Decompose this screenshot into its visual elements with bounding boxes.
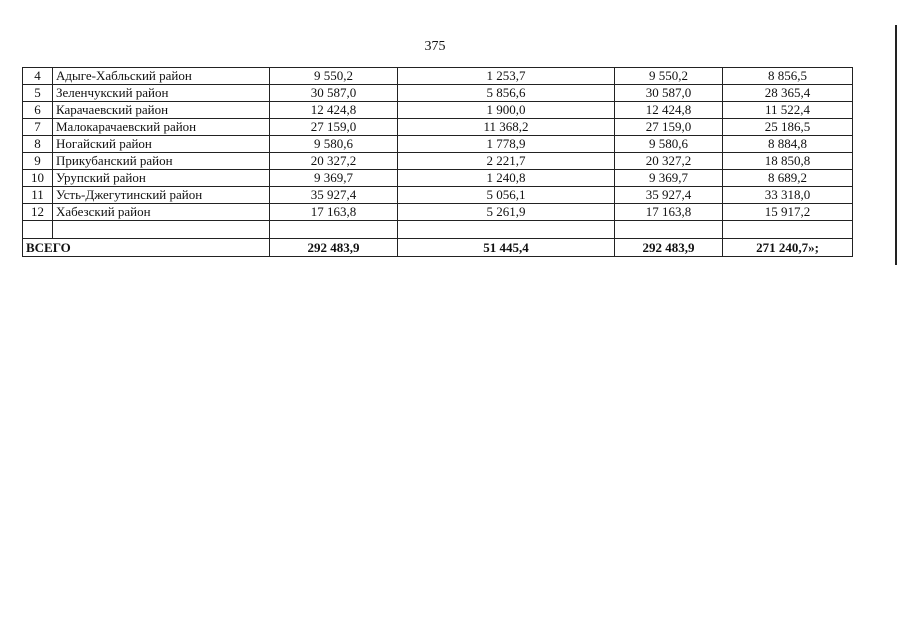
value-col-4: 18 850,8 — [723, 153, 853, 170]
total-value-4: 271 240,7»; — [723, 239, 853, 257]
value-col-1: 9 369,7 — [270, 170, 398, 187]
value-col-3: 17 163,8 — [615, 204, 723, 221]
row-number: 8 — [23, 136, 53, 153]
value-col-1: 17 163,8 — [270, 204, 398, 221]
value-col-2: 11 368,2 — [398, 119, 615, 136]
row-number: 10 — [23, 170, 53, 187]
empty-cell — [23, 221, 53, 239]
value-col-4: 28 365,4 — [723, 85, 853, 102]
district-name: Малокарачаевский район — [53, 119, 270, 136]
total-value-2: 51 445,4 — [398, 239, 615, 257]
empty-cell — [398, 221, 615, 239]
value-col-1: 27 159,0 — [270, 119, 398, 136]
value-col-2: 1 900,0 — [398, 102, 615, 119]
value-col-2: 1 240,8 — [398, 170, 615, 187]
district-budget-table — [22, 67, 853, 257]
value-col-4: 8 689,2 — [723, 170, 853, 187]
value-col-2: 2 221,7 — [398, 153, 615, 170]
table-row — [23, 136, 853, 153]
value-col-3: 9 580,6 — [615, 136, 723, 153]
value-col-3: 30 587,0 — [615, 85, 723, 102]
value-col-3: 20 327,2 — [615, 153, 723, 170]
total-value-1: 292 483,9 — [270, 239, 398, 257]
row-number: 12 — [23, 204, 53, 221]
value-col-3: 12 424,8 — [615, 102, 723, 119]
value-col-3: 9 369,7 — [615, 170, 723, 187]
value-col-2: 5 261,9 — [398, 204, 615, 221]
table-row — [23, 102, 853, 119]
value-col-1: 30 587,0 — [270, 85, 398, 102]
value-col-4: 11 522,4 — [723, 102, 853, 119]
value-col-2: 1 778,9 — [398, 136, 615, 153]
empty-cell — [270, 221, 398, 239]
value-col-4: 8 884,8 — [723, 136, 853, 153]
district-name: Карачаевский район — [53, 102, 270, 119]
row-number: 7 — [23, 119, 53, 136]
value-col-2: 5 056,1 — [398, 187, 615, 204]
district-name: Усть-Джегутинский район — [53, 187, 270, 204]
district-name: Прикубанский район — [53, 153, 270, 170]
value-col-1: 35 927,4 — [270, 187, 398, 204]
table-row — [23, 119, 853, 136]
total-value-3: 292 483,9 — [615, 239, 723, 257]
page-edge-line — [895, 25, 897, 265]
row-number: 6 — [23, 102, 53, 119]
table-row — [23, 187, 853, 204]
empty-cell — [723, 221, 853, 239]
row-number: 4 — [23, 68, 53, 85]
total-row — [23, 239, 853, 257]
district-name: Ногайский район — [53, 136, 270, 153]
value-col-3: 9 550,2 — [615, 68, 723, 85]
value-col-3: 35 927,4 — [615, 187, 723, 204]
value-col-1: 9 550,2 — [270, 68, 398, 85]
table-row — [23, 85, 853, 102]
table-row — [23, 153, 853, 170]
value-col-2: 1 253,7 — [398, 68, 615, 85]
value-col-1: 20 327,2 — [270, 153, 398, 170]
empty-cell — [53, 221, 270, 239]
value-col-4: 8 856,5 — [723, 68, 853, 85]
district-name: Урупский район — [53, 170, 270, 187]
table-row — [23, 204, 853, 221]
district-name: Зеленчукский район — [53, 85, 270, 102]
table-row — [23, 170, 853, 187]
row-number: 5 — [23, 85, 53, 102]
value-col-4: 15 917,2 — [723, 204, 853, 221]
value-col-1: 9 580,6 — [270, 136, 398, 153]
row-number: 11 — [23, 187, 53, 204]
value-col-4: 33 318,0 — [723, 187, 853, 204]
value-col-4: 25 186,5 — [723, 119, 853, 136]
table-body — [23, 68, 853, 257]
empty-row — [23, 221, 853, 239]
table-row — [23, 68, 853, 85]
value-col-2: 5 856,6 — [398, 85, 615, 102]
empty-cell — [615, 221, 723, 239]
page-number: 375 — [424, 39, 446, 54]
value-col-3: 27 159,0 — [615, 119, 723, 136]
district-name: Хабезский район — [53, 204, 270, 221]
row-number: 9 — [23, 153, 53, 170]
value-col-1: 12 424,8 — [270, 102, 398, 119]
total-label: ВСЕГО — [23, 239, 270, 257]
district-name: Адыге-Хабльский район — [53, 68, 270, 85]
